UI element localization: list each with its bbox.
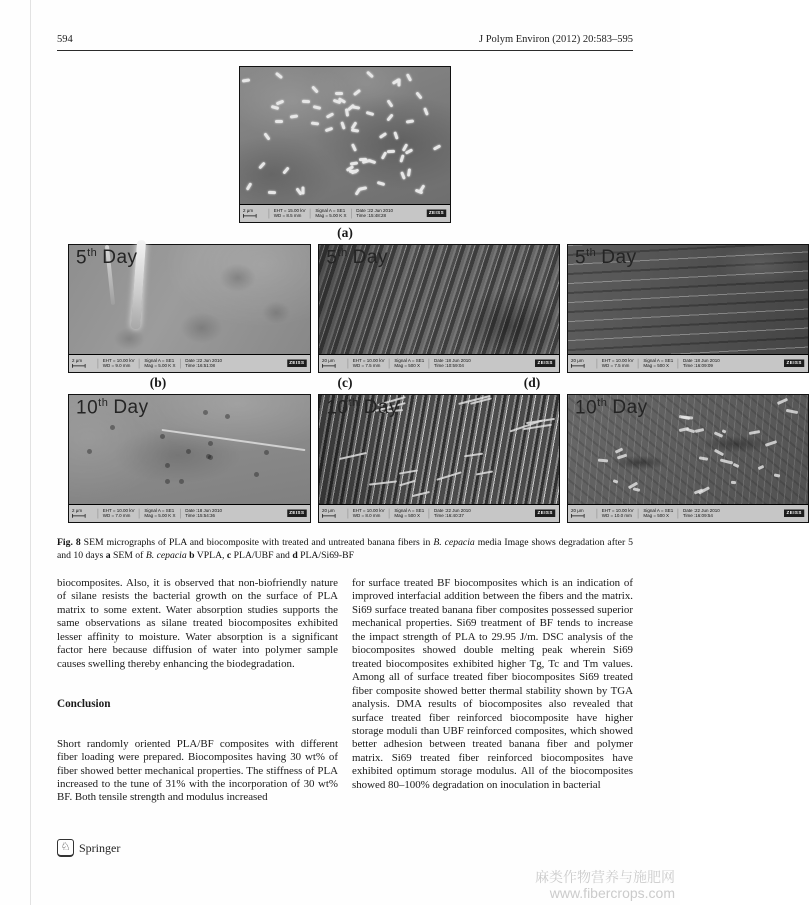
panel-label-b: (b)	[149, 375, 167, 390]
caption-text: VPLA,	[194, 549, 227, 561]
sem-speck	[179, 479, 184, 484]
sem-speck	[614, 447, 623, 453]
sem-info-bar-inner	[319, 355, 559, 372]
sem-speck	[325, 126, 334, 131]
sem-speck	[355, 187, 362, 195]
figure-row-3	[68, 394, 802, 523]
page-edge-line	[30, 0, 31, 905]
sem-speck	[399, 469, 418, 474]
mag-value: Mag = 500 X	[643, 363, 669, 369]
sem-speck	[406, 73, 412, 81]
sem-speck	[774, 474, 781, 478]
caption-panel-a: a	[105, 549, 111, 561]
sem-speck	[423, 107, 429, 116]
sem-speck	[366, 71, 374, 79]
sem-speck	[271, 105, 280, 110]
sem-speck	[699, 456, 708, 460]
header-rule	[57, 50, 633, 51]
figure-8	[57, 66, 802, 523]
wd-value: WD = 10.0 mm	[601, 513, 632, 519]
sem-speck	[399, 154, 404, 163]
signal-mag-column	[389, 359, 429, 369]
sem-speck	[719, 458, 732, 464]
scale-bracket-icon	[322, 514, 336, 518]
sem-speck	[335, 92, 343, 95]
sem-speck	[225, 414, 230, 419]
sem-speck	[777, 398, 788, 405]
mag-value: Mag = 500 X	[394, 513, 421, 519]
sem-speck	[340, 121, 345, 130]
sem-speck	[208, 441, 213, 446]
panel-label-c: (c)	[337, 375, 353, 390]
sem-speck	[400, 171, 406, 180]
sem-info-bar-inner	[568, 355, 808, 372]
sem-speck	[351, 121, 358, 129]
sem-speck	[160, 434, 165, 439]
date-value: Date :22 Jun 2010	[356, 208, 393, 214]
watermark-url: www.fibercrops.com	[549, 885, 675, 901]
scale-bracket-icon	[571, 514, 585, 518]
sem-speck	[695, 428, 704, 433]
scale-bracket-icon	[571, 364, 585, 368]
sem-image-b	[69, 245, 310, 354]
sem-speck	[617, 454, 628, 460]
sem-speck	[376, 181, 385, 186]
date-time-column	[429, 359, 476, 369]
sem-info-bar-inner	[69, 505, 310, 522]
scale-bar	[69, 509, 98, 518]
sem-speck	[399, 480, 416, 487]
caption-panel-c: c	[226, 549, 232, 561]
sem-speck	[379, 132, 387, 139]
eht-value: EHT = 15.00 kV	[273, 208, 306, 214]
eht-wd-column	[348, 509, 390, 519]
day-overlay: 10th Day	[575, 397, 648, 419]
day-overlay: 5th Day	[326, 247, 388, 269]
sem-speck	[598, 458, 609, 462]
signal-value: Signal A = SE1	[394, 508, 425, 514]
sem-image-a	[240, 67, 450, 204]
eht-value: EHT = 10.00 kV	[102, 508, 135, 514]
sem-speck	[397, 78, 400, 86]
sem-speck	[405, 148, 413, 154]
watermark	[535, 869, 675, 901]
scale-bracket-icon	[72, 514, 86, 518]
sem-speck	[786, 409, 799, 414]
eht-wd-column	[597, 359, 639, 369]
sem-speck	[714, 432, 723, 438]
sem-speck	[274, 72, 282, 79]
sem-info-bar-inner	[69, 355, 310, 372]
figure-row-2-labels	[68, 375, 622, 391]
sem-speck	[311, 122, 319, 126]
sem-speck	[206, 454, 211, 459]
right-column	[352, 577, 633, 805]
sem-image-e	[69, 395, 310, 504]
caption-fig-label: Fig. 8	[57, 537, 81, 548]
day-overlay: 10th Day	[76, 397, 149, 419]
sem-speck	[302, 99, 310, 102]
eht-value: EHT = 10.00 kV	[601, 508, 634, 514]
conclusion-paragraph: Short randomly oriented PLA/BF composites with different fiber loading were prepared. Biocomposites having 30 wt% of fiber showed better mechanical properties. The stiffness of PLA increased to the tune of 31% with the incorporation of 30 wt% BF. Both tensile strength and modulus increased	[57, 737, 338, 804]
mag-value: Mag = 500 X	[643, 513, 669, 519]
sem-speck	[722, 430, 727, 434]
journal-reference: J Polym Environ (2012) 20:583–595	[479, 34, 633, 45]
caption-text: SEM micrographs of PLA and biocomposite with treated and untreated banana fibers in	[80, 537, 434, 548]
eht-value: EHT = 10.00 kV	[353, 358, 385, 364]
sem-speck	[275, 120, 283, 123]
sem-speck	[758, 465, 764, 470]
sem-speck	[87, 449, 92, 454]
caption-text: PLA/UBF and	[231, 549, 293, 561]
caption-species: B. cepacia	[433, 537, 475, 548]
sem-speck	[632, 487, 639, 491]
date-value: Date :18 Jun 2010	[434, 358, 472, 364]
sem-speck	[242, 78, 250, 82]
scale-bar	[568, 509, 597, 518]
sem-info-bar-d	[568, 354, 808, 372]
date-time-column	[678, 509, 725, 519]
date-time-column	[678, 359, 725, 369]
figure-row-2	[68, 244, 802, 373]
sem-speck	[264, 132, 271, 140]
panel-label-a: (a)	[337, 225, 353, 240]
caption-text: PLA/Si69-BF	[297, 549, 354, 561]
scale-bar	[319, 509, 348, 518]
sem-speck	[311, 85, 319, 93]
scale-label: 2 μm	[243, 208, 254, 214]
date-value: Date :22 Jun 2010	[683, 508, 720, 514]
date-value: Date :18 Jun 2010	[683, 358, 720, 364]
eht-wd-column	[98, 509, 140, 519]
day-overlay: 5th Day	[76, 247, 138, 269]
date-time-column	[429, 509, 476, 519]
date-value: Date :18 Jun 2010	[185, 508, 222, 514]
zeiss-logo: ZEISS	[536, 360, 556, 368]
sem-info-bar-inner	[240, 205, 450, 222]
sem-speck	[203, 410, 208, 415]
sem-info-bar-e	[69, 504, 310, 522]
sem-speck	[276, 100, 285, 106]
sem-speck	[264, 450, 269, 455]
signal-value: Signal A = SE1	[144, 358, 175, 364]
sem-speck	[412, 491, 430, 497]
sem-speck	[258, 161, 266, 169]
sem-speck	[386, 100, 393, 108]
caption-species: B. cepacia	[145, 549, 187, 561]
sem-speck	[254, 472, 259, 477]
sem-speck	[733, 463, 740, 468]
zeiss-logo: ZEISS	[784, 360, 804, 368]
time-value: Time :16:40:37	[434, 513, 465, 519]
sem-panel-b	[68, 244, 311, 373]
sem-image-f	[319, 395, 559, 504]
mag-value: Mag = 500 X	[394, 363, 421, 369]
eht-value: EHT = 10.00 kV	[353, 508, 385, 514]
sem-speck	[613, 479, 619, 484]
eht-wd-column	[98, 359, 140, 369]
signal-mag-column	[638, 509, 678, 519]
time-value: Time :16:51:08	[185, 363, 216, 369]
eht-wd-column	[269, 209, 311, 219]
sem-speck	[165, 479, 170, 484]
scale-label: 20 μm	[571, 508, 584, 514]
sem-speck	[313, 106, 321, 111]
left-column	[57, 577, 338, 805]
publisher-name: Springer	[79, 840, 121, 855]
sem-speck	[351, 169, 360, 175]
scale-label: 2 μm	[72, 508, 83, 514]
signal-mag-column	[139, 359, 180, 369]
signal-mag-column	[139, 509, 180, 519]
sem-speck	[731, 480, 736, 483]
sem-speck	[387, 150, 395, 153]
wd-value: WD = 7.0 mm	[102, 513, 131, 519]
scale-bar	[240, 209, 269, 218]
sem-speck	[186, 449, 191, 454]
mag-value: Mag = 5.00 K X	[144, 513, 176, 519]
sem-panel-c	[318, 244, 560, 373]
time-value: Time :15:48:28	[356, 213, 387, 219]
zeiss-logo: ZEISS	[427, 210, 447, 218]
sem-speck	[407, 168, 411, 176]
sem-speck	[282, 167, 289, 175]
body-columns	[57, 577, 633, 805]
sem-speck	[415, 92, 422, 100]
sem-speck	[698, 486, 710, 494]
sem-panel-g	[567, 394, 809, 523]
eht-wd-column	[348, 359, 390, 369]
sem-speck	[339, 452, 367, 460]
sem-speck	[686, 428, 695, 434]
scale-bracket-icon	[72, 364, 86, 368]
date-time-column	[180, 509, 227, 519]
sem-speck	[353, 88, 361, 95]
date-value: Date :22 Jun 2010	[434, 508, 472, 514]
sem-speck	[351, 143, 357, 152]
signal-value: Signal A = SE1	[643, 358, 674, 364]
sem-speck	[110, 425, 115, 430]
page-header	[57, 34, 633, 45]
sem-speck	[405, 119, 413, 123]
time-value: Time :16:09:54	[683, 513, 713, 519]
conclusion-heading: Conclusion	[57, 698, 111, 711]
sem-speck	[386, 113, 393, 121]
scale-bracket-icon	[243, 214, 257, 218]
scale-bar	[568, 359, 597, 368]
zeiss-logo: ZEISS	[287, 360, 307, 368]
zeiss-logo: ZEISS	[287, 510, 307, 518]
sem-info-bar-inner	[319, 505, 559, 522]
sem-image-g	[568, 395, 808, 504]
caption-panel-d: d	[292, 549, 298, 561]
wd-value: WD = 9.0 mm	[102, 363, 131, 369]
signal-value: Signal A = SE1	[394, 358, 425, 364]
springer-knight-icon: ♘	[57, 839, 74, 857]
time-value: Time :15:54:36	[185, 513, 216, 519]
sem-texture-crack	[161, 429, 305, 451]
mag-value: Mag = 5.00 K X	[144, 363, 176, 369]
sem-speck	[290, 114, 298, 118]
sem-info-bar-b	[69, 354, 310, 372]
scale-label: 20 μm	[571, 358, 584, 364]
sem-info-bar-g	[568, 504, 808, 522]
scale-label: 20 μm	[322, 508, 335, 514]
eht-value: EHT = 10.00 kV	[601, 358, 634, 364]
wd-value: WD = 7.5 mm	[353, 363, 381, 369]
day-overlay: 10th Day	[326, 397, 399, 419]
sem-info-bar-c	[319, 354, 559, 372]
sem-speck	[366, 111, 375, 116]
sem-speck	[765, 440, 777, 447]
sem-speck	[326, 112, 334, 118]
eht-wd-column	[597, 509, 639, 519]
figure-caption	[57, 537, 633, 563]
watermark-chinese-text: 麻类作物营养与施肥网	[535, 869, 675, 885]
sem-panel-d	[567, 244, 809, 373]
date-time-column	[180, 359, 227, 369]
sem-speck	[394, 131, 399, 140]
day-overlay: 5th Day	[575, 247, 637, 269]
signal-mag-column	[310, 209, 351, 219]
sem-image-d	[568, 245, 808, 354]
zeiss-logo: ZEISS	[784, 510, 804, 518]
caption-text: media Image shows degradation after 5 and 10 days	[57, 537, 633, 561]
time-value: Time :10:59:04	[434, 363, 465, 369]
wd-value: WD = 8.0 mm	[353, 513, 381, 519]
sem-speck	[245, 182, 252, 190]
sem-speck	[369, 480, 397, 485]
page-number: 594	[57, 34, 73, 45]
scale-bar	[319, 359, 348, 368]
sem-image-c	[319, 245, 559, 354]
signal-mag-column	[638, 359, 678, 369]
body-paragraph: for surface treated BF biocomposites which is an indication of improved interfacial addition between the fibers and the matrix. Si69 surface treated banana fiber composites possessed superior mechanical properties. Si69 treatment of BF tends to increase the impact strength of PLA to 29.95 J/m. DSC analysis of the biocomposites showed double melting peak wherein Si69 treated biocomposites exhibited higher Tg, Tc and Tm values. Among all of surface treated fiber biocomposites Si69 treated fiber composite showed better thermal stability shown by TGA analysis. DMA results of biocomposites also revealed that surface treated fiber reinforced biocomposite have higher storage moduli than UBF reinforced composites, which showed better adhesion between treated banana fiber and polymer matrix. Si69 treated fiber reinforced biocomposites have exhibited optimum storage modulus. All of the biocomposites showed 80–100% degradation on inoculation in bacterial	[352, 577, 633, 791]
signal-value: Signal A = SE1	[643, 508, 674, 514]
scale-bar	[69, 359, 98, 368]
sem-speck	[268, 191, 276, 194]
caption-text: SEM of	[110, 549, 146, 561]
sem-panel-a	[239, 66, 451, 223]
sem-info-bar-f	[319, 504, 559, 522]
sem-panel-e	[68, 394, 311, 523]
sem-speck	[748, 430, 759, 435]
signal-mag-column	[389, 509, 429, 519]
scale-label: 20 μm	[322, 358, 335, 364]
body-paragraph: biocomposites. Also, it is observed that non-biofriendly nature of silane resists the bacterial growth on the surface of PLA matrix to some extent. Water absorption studies supports the same observations as silane treated biocomposites exhibited lesser affinity to moisture. Water absorption is a significant factor here because diffusion of water into polymer sample causes swelling thereby enhancing the biodegradation.	[57, 577, 338, 670]
sem-speck	[432, 145, 440, 151]
sem-panel-f	[318, 394, 560, 523]
wd-value: WD = 7.5 mm	[601, 363, 630, 369]
date-time-column	[351, 209, 398, 219]
time-value: Time :16:09:09	[683, 363, 713, 369]
zeiss-logo: ZEISS	[536, 510, 556, 518]
signal-value: Signal A = SE1	[315, 208, 346, 214]
sem-info-bar-a	[240, 204, 450, 222]
sem-info-bar-inner	[568, 505, 808, 522]
scale-bracket-icon	[322, 364, 336, 368]
sem-speck	[436, 472, 462, 482]
eht-value: EHT = 10.00 kV	[102, 358, 135, 364]
signal-value: Signal A = SE1	[144, 508, 175, 514]
publisher-footer	[57, 839, 120, 857]
scale-label: 2 μm	[72, 358, 83, 364]
sem-speck	[165, 463, 170, 468]
sem-speck	[714, 449, 724, 456]
sem-speck	[476, 471, 493, 476]
panel-label-d: (d)	[523, 375, 541, 390]
caption-panel-b: b	[189, 549, 195, 561]
wd-value: WD = 8.5 mm	[273, 213, 302, 219]
mag-value: Mag = 5.00 K X	[315, 213, 347, 219]
sem-speck	[464, 452, 483, 457]
date-value: Date :22 Jun 2010	[185, 358, 222, 364]
